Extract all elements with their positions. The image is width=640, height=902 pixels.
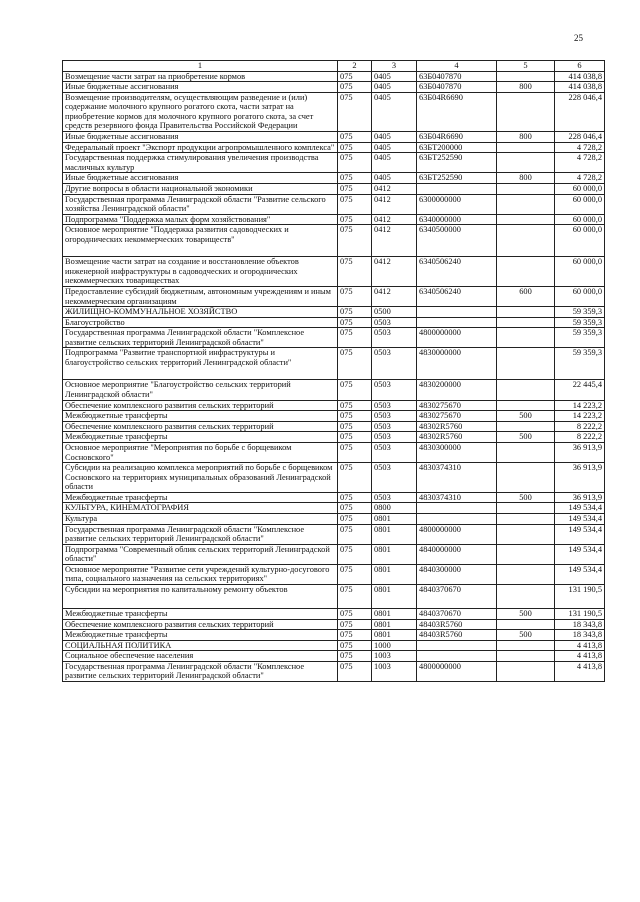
amount-cell: 4 728,2 [555,173,605,184]
table-row [63,328,605,348]
target-article-cell: 4840370670 [417,609,497,620]
row-name-cell: Иные бюджетные ассигнования [63,173,338,184]
target-article-cell: 4830275670 [417,400,497,411]
chapter-code-cell: 075 [338,411,372,422]
table-row [63,661,605,681]
amount-cell: 36 913,9 [555,492,605,503]
expense-type-cell: 500 [497,609,555,620]
chapter-code-cell: 075 [338,82,372,93]
section-code-cell: 1000 [372,640,417,651]
chapter-code-cell: 075 [338,661,372,681]
target-article-cell: 63Б0407870 [417,82,497,93]
row-name-cell: Подпрограмма "Развитие транспортной инфраструктуры и благоустройство сельских территорий Ленинградской области" [63,348,338,380]
row-name-cell: Межбюджетные трансферты [63,432,338,443]
section-code-cell: 0412 [372,214,417,225]
chapter-code-cell: 075 [338,92,372,131]
row-name-cell: Государственная поддержка стимулирования увеличения производства масличных культур [63,153,338,173]
section-code-cell: 0800 [372,503,417,514]
section-code-cell: 0503 [372,421,417,432]
target-article-cell: 4840370670 [417,585,497,609]
section-code-cell: 0503 [372,432,417,443]
target-article-cell [417,651,497,662]
row-name-cell: Основное мероприятие "Мероприятия по борьбе с борщевиком Сосновского" [63,442,338,462]
expense-type-cell [497,214,555,225]
target-article-cell: 63БТ200000 [417,142,497,153]
expense-type-cell [497,194,555,214]
row-name-cell: Основное мероприятие "Поддержка развития садоводческих и огороднических некоммерческих товариществ" [63,225,338,257]
chapter-code-cell: 075 [338,619,372,630]
expense-type-cell: 500 [497,432,555,443]
row-name-cell: Федеральный проект "Экспорт продукции агропромышленного комплекса" [63,142,338,153]
table-row [63,564,605,584]
expense-type-cell [497,619,555,630]
row-name-cell: Культура [63,513,338,524]
table-row [63,153,605,173]
target-article-cell [417,503,497,514]
amount-cell: 4 413,8 [555,661,605,681]
section-code-cell: 0503 [372,328,417,348]
expense-type-cell [497,317,555,328]
section-code-cell: 0412 [372,194,417,214]
section-code-cell: 0503 [372,442,417,462]
expense-type-cell [497,442,555,462]
section-code-cell: 0801 [372,630,417,641]
section-code-cell: 1003 [372,661,417,681]
table-row [63,132,605,143]
chapter-code-cell: 075 [338,380,372,400]
header-cell: 6 [555,61,605,72]
row-name-cell: Иные бюджетные ассигнования [63,132,338,143]
table-row [63,317,605,328]
target-article-cell: 4830300000 [417,442,497,462]
expense-type-cell [497,513,555,524]
table-row [63,524,605,544]
section-code-cell: 0801 [372,619,417,630]
section-code-cell: 0801 [372,609,417,620]
target-article-cell: 48403R5760 [417,630,497,641]
expense-type-cell [497,142,555,153]
expense-type-cell [497,328,555,348]
target-article-cell: 4830275670 [417,411,497,422]
target-article-cell: 4830000000 [417,348,497,380]
chapter-code-cell: 075 [338,503,372,514]
target-article-cell: 63Б04R6690 [417,132,497,143]
header-cell: 2 [338,61,372,72]
table-row [63,225,605,257]
amount-cell: 4 728,2 [555,142,605,153]
amount-cell: 4 728,2 [555,153,605,173]
expense-type-cell [497,564,555,584]
row-name-cell: Основное мероприятие "Развитие сети учреждений культурно-досугового типа, социального назначения на сельских территориях" [63,564,338,584]
table-body [63,71,605,681]
expense-type-cell [497,585,555,609]
chapter-code-cell: 075 [338,328,372,348]
amount-cell: 14 223,2 [555,411,605,422]
target-article-cell [417,513,497,524]
row-name-cell: Межбюджетные трансферты [63,630,338,641]
section-code-cell: 0405 [372,92,417,131]
table-row [63,640,605,651]
expense-type-cell: 600 [497,286,555,306]
chapter-code-cell: 075 [338,317,372,328]
target-article-cell: 4840000000 [417,544,497,564]
amount-cell: 228 046,4 [555,92,605,131]
chapter-code-cell: 075 [338,400,372,411]
table-row [63,442,605,462]
row-name-cell: Иные бюджетные ассигнования [63,82,338,93]
expense-type-cell: 800 [497,132,555,143]
section-code-cell: 1003 [372,651,417,662]
row-name-cell: Предоставление субсидий бюджетным, автономным учреждениям и иным некоммерческим организациям [63,286,338,306]
expense-type-cell [497,307,555,318]
amount-cell: 18 343,8 [555,619,605,630]
table-row [63,492,605,503]
chapter-code-cell: 075 [338,651,372,662]
target-article-cell: 6300000000 [417,194,497,214]
table-row [63,307,605,318]
target-article-cell: 4840300000 [417,564,497,584]
row-name-cell: СОЦИАЛЬНАЯ ПОЛИТИКА [63,640,338,651]
chapter-code-cell: 075 [338,442,372,462]
amount-cell: 60 000,0 [555,214,605,225]
section-code-cell: 0503 [372,492,417,503]
chapter-code-cell: 075 [338,286,372,306]
row-name-cell: КУЛЬТУРА, КИНЕМАТОГРАФИЯ [63,503,338,514]
amount-cell: 149 534,4 [555,503,605,514]
expense-type-cell [497,640,555,651]
chapter-code-cell: 075 [338,492,372,503]
section-code-cell: 0801 [372,585,417,609]
row-name-cell: Возмещение части затрат на приобретение кормов [63,71,338,82]
table-row [63,183,605,194]
target-article-cell: 48403R5760 [417,619,497,630]
chapter-code-cell: 075 [338,585,372,609]
expense-type-cell: 500 [497,492,555,503]
section-code-cell: 0412 [372,225,417,257]
amount-cell: 60 000,0 [555,194,605,214]
table-row [63,544,605,564]
expense-type-cell [497,503,555,514]
row-name-cell: Межбюджетные трансферты [63,492,338,503]
table-row [63,380,605,400]
target-article-cell: 4800000000 [417,524,497,544]
amount-cell: 59 359,3 [555,348,605,380]
row-name-cell: Субсидии на реализацию комплекса мероприятий по борьбе с борщевиком Сосновского на территориях муниципальных образований Ленинградской области [63,463,338,493]
row-name-cell: Благоустройство [63,317,338,328]
target-article-cell [417,640,497,651]
table-row [63,142,605,153]
chapter-code-cell: 075 [338,71,372,82]
target-article-cell: 48302R5760 [417,432,497,443]
chapter-code-cell: 075 [338,630,372,641]
amount-cell: 4 413,8 [555,640,605,651]
target-article-cell: 4830200000 [417,380,497,400]
table-row [63,348,605,380]
amount-cell: 149 534,4 [555,524,605,544]
chapter-code-cell: 075 [338,524,372,544]
section-code-cell: 0503 [372,348,417,380]
section-code-cell: 0405 [372,132,417,143]
expense-type-cell [497,71,555,82]
table-row [63,463,605,493]
amount-cell: 59 359,3 [555,307,605,318]
amount-cell: 60 000,0 [555,225,605,257]
target-article-cell: 48302R5760 [417,421,497,432]
amount-cell: 8 222,2 [555,432,605,443]
section-code-cell: 0405 [372,142,417,153]
chapter-code-cell: 075 [338,432,372,443]
table-row [63,585,605,609]
row-name-cell: Подпрограмма "Поддержка малых форм хозяйствования" [63,214,338,225]
table-row [63,411,605,422]
amount-cell: 149 534,4 [555,544,605,564]
chapter-code-cell: 075 [338,183,372,194]
expense-type-cell [497,661,555,681]
chapter-code-cell: 075 [338,214,372,225]
expense-type-cell [497,92,555,131]
row-name-cell: Другие вопросы в области национальной экономики [63,183,338,194]
amount-cell: 36 913,9 [555,442,605,462]
chapter-code-cell: 075 [338,142,372,153]
table-row [63,432,605,443]
target-article-cell: 6340506240 [417,286,497,306]
row-name-cell: Возмещение части затрат на создание и восстановление объектов инженерной инфраструктуры в садоводческих и огороднических некоммерческих товариществах [63,257,338,287]
chapter-code-cell: 075 [338,225,372,257]
table-row [63,609,605,620]
header-cell: 3 [372,61,417,72]
expense-type-cell: 800 [497,82,555,93]
amount-cell: 131 190,5 [555,585,605,609]
table-row [63,173,605,184]
target-article-cell: 63Б0407870 [417,71,497,82]
section-code-cell: 0503 [372,400,417,411]
section-code-cell: 0503 [372,317,417,328]
expense-type-cell [497,380,555,400]
section-code-cell: 0503 [372,463,417,493]
target-article-cell: 63БТ252590 [417,173,497,184]
amount-cell: 131 190,5 [555,609,605,620]
section-code-cell: 0412 [372,286,417,306]
chapter-code-cell: 075 [338,564,372,584]
expense-type-cell: 500 [497,630,555,641]
table-row [63,257,605,287]
row-name-cell: Государственная программа Ленинградской области "Комплексное развитие сельских территорий Ленинградской области" [63,524,338,544]
amount-cell: 36 913,9 [555,463,605,493]
section-code-cell: 0405 [372,153,417,173]
expense-type-cell [497,544,555,564]
amount-cell: 22 445,4 [555,380,605,400]
page-number: 25 [574,33,583,43]
target-article-cell: 6340506240 [417,257,497,287]
row-name-cell: Субсидии на мероприятия по капитальному ремонту объектов [63,585,338,609]
table-row [63,619,605,630]
expense-type-cell [497,257,555,287]
expense-type-cell [497,153,555,173]
table-row [63,651,605,662]
expense-type-cell: 500 [497,411,555,422]
table-row [63,82,605,93]
amount-cell: 60 000,0 [555,257,605,287]
amount-cell: 414 038,8 [555,71,605,82]
target-article-cell [417,307,497,318]
table-row [63,421,605,432]
chapter-code-cell: 075 [338,132,372,143]
section-code-cell: 0801 [372,513,417,524]
target-article-cell: 4830374310 [417,492,497,503]
table-row [63,92,605,131]
section-code-cell: 0412 [372,257,417,287]
amount-cell: 8 222,2 [555,421,605,432]
section-code-cell: 0405 [372,82,417,93]
chapter-code-cell: 075 [338,173,372,184]
amount-cell: 59 359,3 [555,328,605,348]
chapter-code-cell: 075 [338,544,372,564]
header-cell: 1 [63,61,338,72]
chapter-code-cell: 075 [338,257,372,287]
expense-type-cell [497,463,555,493]
section-code-cell: 0801 [372,524,417,544]
chapter-code-cell: 075 [338,421,372,432]
row-name-cell: Основное мероприятие "Благоустройство сельских территорий Ленинградской области" [63,380,338,400]
section-code-cell: 0801 [372,544,417,564]
table-row [63,630,605,641]
table-row [63,513,605,524]
table-row [63,71,605,82]
expense-type-cell [497,183,555,194]
row-name-cell: Государственная программа Ленинградской области "Комплексное развитие сельских территорий Ленинградской области" [63,661,338,681]
budget-table [62,60,605,682]
amount-cell: 60 000,0 [555,286,605,306]
chapter-code-cell: 075 [338,348,372,380]
expense-type-cell: 800 [497,173,555,184]
target-article-cell: 4800000000 [417,328,497,348]
row-name-cell: Государственная программа Ленинградской области "Комплексное развитие сельских территорий Ленинградской области" [63,328,338,348]
amount-cell: 59 359,3 [555,317,605,328]
expense-type-cell [497,524,555,544]
table-header-row [63,61,605,72]
header-cell: 5 [497,61,555,72]
amount-cell: 228 046,4 [555,132,605,143]
target-article-cell [417,317,497,328]
section-code-cell: 0503 [372,411,417,422]
chapter-code-cell: 075 [338,153,372,173]
expense-type-cell [497,421,555,432]
amount-cell: 14 223,2 [555,400,605,411]
expense-type-cell [497,651,555,662]
row-name-cell: Межбюджетные трансферты [63,411,338,422]
expense-type-cell [497,400,555,411]
target-article-cell: 4830374310 [417,463,497,493]
chapter-code-cell: 075 [338,307,372,318]
row-name-cell: Государственная программа Ленинградской области "Развитие сельского хозяйства Ленинградской области" [63,194,338,214]
chapter-code-cell: 075 [338,609,372,620]
row-name-cell: Возмещение производителям, осуществляющим разведение и (или) содержание молочного крупного рогатого скота, части затрат на приобретение кормов для молочного крупного рогатого скота, за счет средств резервного фонда Правительства Российской Федерации [63,92,338,131]
chapter-code-cell: 075 [338,640,372,651]
row-name-cell: Обеспечение комплексного развития сельских территорий [63,619,338,630]
target-article-cell [417,183,497,194]
section-code-cell: 0405 [372,71,417,82]
table-row [63,194,605,214]
chapter-code-cell: 075 [338,463,372,493]
expense-type-cell [497,348,555,380]
table-row [63,214,605,225]
amount-cell: 149 534,4 [555,564,605,584]
chapter-code-cell: 075 [338,194,372,214]
section-code-cell: 0500 [372,307,417,318]
table-row [63,400,605,411]
row-name-cell: ЖИЛИЩНО-КОММУНАЛЬНОЕ ХОЗЯЙСТВО [63,307,338,318]
target-article-cell: 4800000000 [417,661,497,681]
target-article-cell: 6340000000 [417,214,497,225]
amount-cell: 414 038,8 [555,82,605,93]
row-name-cell: Межбюджетные трансферты [63,609,338,620]
amount-cell: 18 343,8 [555,630,605,641]
expense-type-cell [497,225,555,257]
section-code-cell: 0801 [372,564,417,584]
section-code-cell: 0405 [372,173,417,184]
section-code-cell: 0412 [372,183,417,194]
row-name-cell: Обеспечение комплексного развития сельских территорий [63,421,338,432]
header-cell: 4 [417,61,497,72]
row-name-cell: Социальное обеспечение населения [63,651,338,662]
row-name-cell: Обеспечение комплексного развития сельских территорий [63,400,338,411]
chapter-code-cell: 075 [338,513,372,524]
amount-cell: 60 000,0 [555,183,605,194]
target-article-cell: 6340500000 [417,225,497,257]
row-name-cell: Подпрограмма "Современный облик сельских территорий Ленинградской области" [63,544,338,564]
target-article-cell: 63Б04R6690 [417,92,497,131]
amount-cell: 149 534,4 [555,513,605,524]
target-article-cell: 63БТ252590 [417,153,497,173]
section-code-cell: 0503 [372,380,417,400]
table-row [63,286,605,306]
amount-cell: 4 413,8 [555,651,605,662]
table-row [63,503,605,514]
